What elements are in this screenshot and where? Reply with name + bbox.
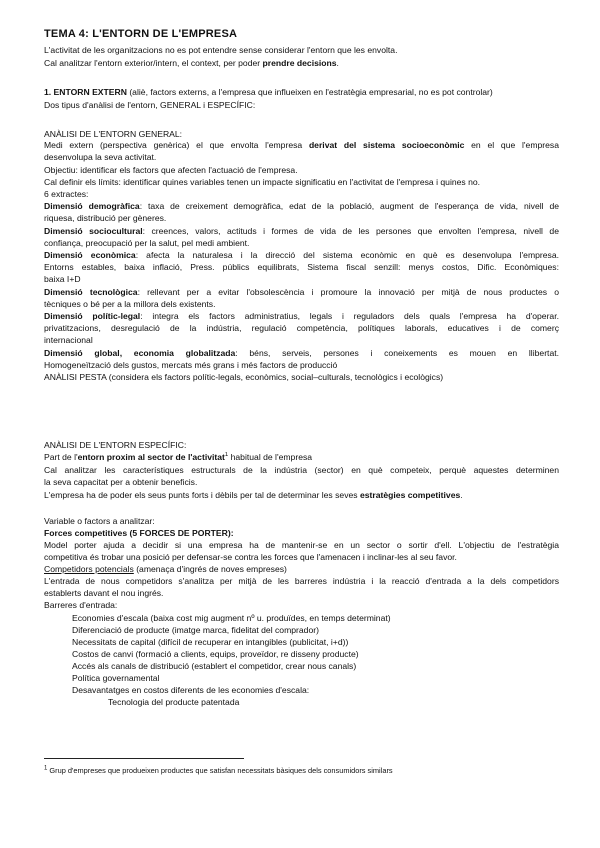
- dim-politic-legal-cont: privatitzacions, desregulació de la indústria, regulació competència, polítiques laborals, educatives i de comerç: [44, 323, 559, 333]
- intro-line-2-bold: prendre decisions: [262, 58, 337, 68]
- general-limits-2: 6 extractes:: [44, 189, 89, 199]
- dim-demografica-label: Dimensió demogràfica: [44, 201, 140, 211]
- barrera-item: Diferenciació de producte (imatge marca, fidelitat del comprador): [72, 625, 319, 635]
- section-1-title: 1. ENTORN EXTERN: [44, 87, 127, 97]
- dim-demografica: [44, 201, 559, 212]
- entrada-text-b: establerts davant el nou ingrés.: [44, 588, 164, 598]
- dim-sociocultural-text: : creences, valors, actituds i formes de vida de les persones que envolten l'empresa, nivell de: [142, 226, 559, 236]
- especific-p1-bold: entorn proxim al sector de l'activitat: [77, 452, 225, 462]
- dim-sociocultural-label: Dimensió sociocultural: [44, 226, 143, 236]
- footnote: [44, 766, 393, 776]
- dim-politic-legal-text: : integra els factors administratius, legals i reguladors dels quals l'empresa ha d'operar.: [140, 311, 559, 321]
- barrera-item: Economies d'escala (baixa cost mig augment nº u. produïdes, en temps determinat): [72, 613, 391, 623]
- barrera-item: Desavantatges en costos diferents de les economies d'escala:: [72, 685, 310, 695]
- dim-global-label: Dimensió global, economia globalitzada: [44, 348, 236, 358]
- general-objective: Objectiu: identificar els factors que afecten l'actuació de l'empresa.: [44, 165, 298, 175]
- dim-global-cont: Homogeneïtzació dels gustos, mercats més grans i més factors de producció: [44, 360, 338, 370]
- dim-politic-legal: [44, 311, 559, 322]
- dim-economica-label: Dimensió econòmica: [44, 250, 136, 260]
- especific-p1: [44, 452, 559, 463]
- especific-p1-end: habitual de l'empresa: [228, 452, 313, 462]
- intro-line-1: L'activitat de les organitzacions no es pot entendre sense considerar l'entorn que les envolta.: [44, 45, 398, 55]
- entrada-text-a: L'entrada de nous competidors s'analitza per mitjà de les barreres indústria i la reacció d'entrada a la dels competidors: [44, 576, 559, 586]
- especific-p1-text: Part de l': [44, 452, 78, 462]
- footnote-rule: [44, 758, 244, 759]
- dim-demografica-text: : taxa de creixement demogràfica, edat de la població, augment de l'esperança de vida, nivell de: [139, 201, 559, 211]
- barrera-item: Necessitats de capital (difícil de recuperar en intangibles (publicitat, i+d)): [72, 637, 349, 647]
- porter-heading: Forces competitives (5 FORCES DE PORTER):: [44, 528, 234, 538]
- especific-p3-text: L'empresa ha de poder els seus punts forts i dèbils per tal de determinar les seves: [44, 490, 360, 500]
- dim-economica: [44, 250, 559, 261]
- dim-politic-legal-label: Dimensió polític-legal: [44, 311, 141, 321]
- barrera-item: Costos de canvi (formació a clients, equips, proveïdor, re disseny producte): [72, 649, 359, 659]
- section-1-desc: (aliè, factors externs, a l'empresa que influeixen en l'estratègia empresarial, no es pot controlar): [126, 87, 493, 97]
- dim-tecnologica-label: Dimensió tecnològica: [44, 287, 138, 297]
- dim-global-text: : béns, serveis, persones i coneixements es mouen en llibertat.: [235, 348, 559, 358]
- dim-tecnologica: [44, 287, 559, 298]
- especific-p3: [44, 490, 559, 501]
- dim-economica-cont: Entorns estables, baixa inflació, Press. públics equilibrats, Sistema fiscal senzill: menys costos, Dific. Econòmiques:: [44, 262, 559, 272]
- competidors-label: Competidors potencials: [44, 564, 134, 574]
- porter-text-b: competitiva és trobar una posició per defensar-se contra les forces que l'amenacen i inclinar-les al seu favor.: [44, 552, 457, 562]
- especific-p3-bold: estratègies competitives: [359, 490, 461, 500]
- dim-global: [44, 348, 559, 359]
- barrera-subitem: Tecnologia del producte patentada: [108, 697, 240, 707]
- dim-politic-legal-cont-2: internacional: [44, 335, 93, 345]
- intro-line-2: [44, 58, 559, 69]
- dim-economica-text: : afecta la naturalesa i la direcció del sistema econòmic en què es desenvolupa l'empresa.: [135, 250, 559, 260]
- dim-sociocultural: [44, 226, 559, 237]
- general-p1b: desenvolupa la seva activitat.: [44, 152, 157, 162]
- dim-demografica-cont: riquesa, distribució per gèneres.: [44, 213, 167, 223]
- especific-p2a: Cal analitzar les característiques estructurals de la indústria (sector) en què competeix, perquè aquestes determinen: [44, 465, 559, 475]
- general-limits-1: Cal definir els límits: identificar quines variables tenen un impacte significatiu en l'activitat de l'empresa i quines no.: [44, 177, 481, 187]
- dim-tecnologica-cont: tècniques o bé per a la millora dels existents.: [44, 299, 216, 309]
- footnote-text: Grup d'empreses que produeixen productes que satisfan necessitats bàsiques dels consumidors similars: [47, 766, 393, 775]
- dim-sociocultural-cont: confiança, preocupació per la salut, pel medi ambient.: [44, 238, 250, 248]
- page-title: TEMA 4: L'ENTORN DE L'EMPRESA: [44, 28, 238, 40]
- dim-economica-cont-2: baixa I+D: [44, 274, 81, 284]
- intro-line-2-end: .: [336, 58, 339, 68]
- intro-line-2-text: Cal analitzar l'entorn exterior/intern, el context, per poder: [44, 58, 263, 68]
- general-p1a-text: Medi extern (perspectiva genèrica) el que envolta l'empresa: [44, 140, 309, 150]
- variables-line: Variable o factors a analitzar:: [44, 516, 155, 526]
- general-p1a-bold: derivat del sistema socioeconòmic: [308, 140, 465, 150]
- especific-heading: ANÀLISI DE L'ENTORN ESPECÍFIC:: [44, 440, 187, 450]
- section-1-heading: [44, 87, 559, 98]
- general-p1a: [44, 140, 559, 151]
- section-1-line-2: Dos tipus d'anàlisi de l'entorn, GENERAL i ESPECÍFIC:: [44, 100, 256, 110]
- porter-text-a: Model porter ajuda a decidir si una empresa ha de mantenir-se en un sector o sortir d'ell. L'objectiu de l'estratègia: [44, 540, 559, 550]
- dim-tecnologica-text: : rellevant per a evitar l'obsolescència i promoure la innovació per mitjà de nous productes o: [137, 287, 559, 297]
- especific-p2b: la seva capacitat per a obtenir beneficis.: [44, 477, 198, 487]
- general-heading: ANÀLISI DE L'ENTORN GENERAL:: [44, 129, 183, 139]
- competidors-text: (amenaça d'ingrés de noves empreses): [133, 564, 287, 574]
- barreres-heading: Barreres d'entrada:: [44, 600, 118, 610]
- especific-p3-end: .: [460, 490, 463, 500]
- pesta-analysis: ANÀLISI PESTA (considera els factors polític-legals, econòmics, social–culturals, tecnològics i ecològics): [44, 372, 444, 382]
- barrera-item: Política governamental: [72, 673, 160, 683]
- footnote-ref: 1: [224, 452, 229, 459]
- general-p1a-end: en el que l'empresa: [464, 140, 559, 150]
- footnote-mark: 1: [44, 765, 48, 772]
- barrera-item: Accés als canals de distribució (establert el competidor, crear nous canals): [72, 661, 357, 671]
- competidors-potencials: [44, 564, 559, 575]
